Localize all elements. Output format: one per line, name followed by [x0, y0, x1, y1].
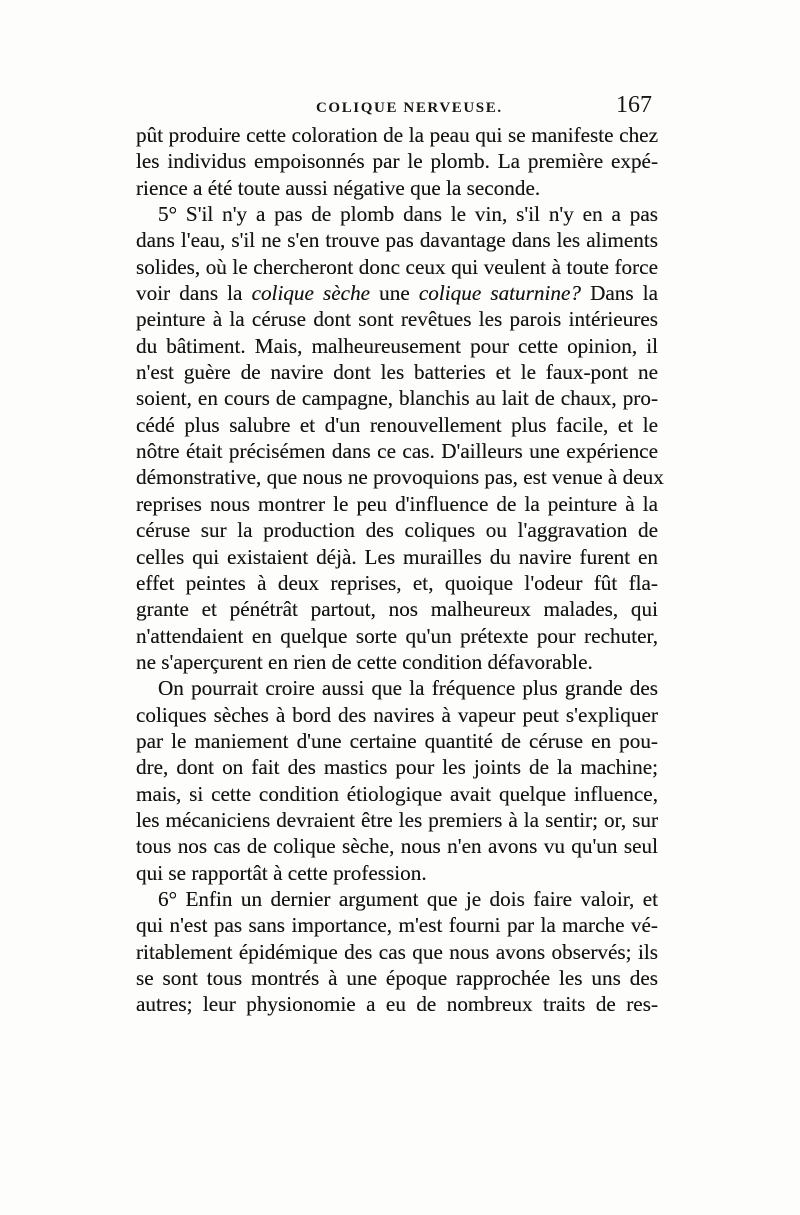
text-line: du bâtiment. Mais, malheureusement pour cette opinion, il: [136, 333, 658, 358]
text-run: une: [370, 281, 419, 306]
text-run: voir dans la: [136, 281, 252, 306]
text-line: ritablement épidémique des cas que nous avons observés; ils: [136, 939, 658, 964]
text-line: se sont tous montrés à une époque rapprochée les uns des: [136, 966, 658, 990]
text-line: 5° S'il n'y a pas de plomb dans le vin, s'il n'y en a pas: [158, 202, 658, 227]
text-line: 6° Enfin un dernier argument que je dois faire valoir, et: [158, 886, 658, 911]
text-line: qui se rapportât à cette profession.: [136, 860, 427, 885]
text-line: effet peintes à deux reprises, et, quoique l'odeur fût fla-: [136, 570, 658, 595]
running-head: COLIQUE NERVEUSE.: [316, 100, 503, 116]
text-line: On pourrait croire aussi que la fréquence plus grande des: [158, 676, 658, 701]
text-line: grante et pénétrât partout, nos malheureux malades, qui: [136, 597, 658, 622]
text-line: par le maniement d'une certaine quantité de céruse en pou-: [136, 728, 658, 753]
text-line: démonstrative, que nous ne provoquions pas, est venue à deux: [136, 465, 664, 490]
text-line: n'est guère de navire dont les batteries et le faux-pont ne: [136, 360, 658, 385]
text-line: mais, si cette condition étiologique avait quelque influence,: [136, 781, 658, 806]
page-number: 167: [616, 92, 652, 118]
text-line: ne s'aperçurent en rien de cette condition défavorable.: [136, 649, 593, 674]
text-line: [136, 280, 658, 306]
text-line: celles qui existaient déjà. Les murailles du navire furent en: [136, 544, 658, 569]
text-line: coliques sèches à bord des navires à vapeur peut s'expliquer: [136, 702, 658, 727]
text-line: cédé plus salubre et d'un renouvellement plus facile, et le: [136, 412, 658, 437]
text-line: rience a été toute aussi négative que la seconde.: [136, 175, 541, 200]
text-line: céruse sur la production des coliques ou l'aggravation de: [136, 518, 658, 543]
text-line: reprises nous montrer le peu d'influence de la peinture à la: [136, 491, 658, 516]
text-line: autres; leur physionomie a eu de nombreux traits de res-: [136, 992, 658, 1017]
text-line: les individus empoisonnés par le plomb. La première expé-: [136, 149, 658, 174]
text-line: solides, où le chercheront donc ceux qui veulent à toute force: [136, 254, 658, 279]
page-header: [136, 92, 656, 122]
body-text: [136, 122, 664, 1018]
text-line: dre, dont on fait des mastics pour les joints de la machine;: [136, 755, 658, 780]
italic-term: colique saturnine?: [418, 281, 581, 306]
text-line: nôtre était précisémen dans ce cas. D'ailleurs une expérience: [136, 439, 658, 464]
text-line: qui n'est pas sans importance, m'est fourni par la marche vé-: [136, 913, 658, 938]
text-run: Dans la: [580, 281, 659, 306]
text-line: dans l'eau, s'il ne s'en trouve pas davantage dans les aliments: [136, 228, 658, 253]
text-line: soient, en cours de campagne, blanchis au lait de chaux, pro-: [136, 386, 658, 411]
text-line: tous nos cas de colique sèche, nous n'en avons vu qu'un seul: [136, 834, 658, 859]
text-line: les mécaniciens devraient être les premiers à la sentir; or, sur: [136, 807, 658, 832]
text-line: n'attendaient en quelque sorte qu'un prétexte pour rechuter,: [136, 623, 658, 648]
text-line: peinture à la céruse dont sont revêtues les parois intérieures: [136, 307, 658, 332]
italic-term: colique sèche: [251, 281, 371, 306]
text-line: pût produire cette coloration de la peau qui se manifeste chez: [136, 123, 658, 147]
